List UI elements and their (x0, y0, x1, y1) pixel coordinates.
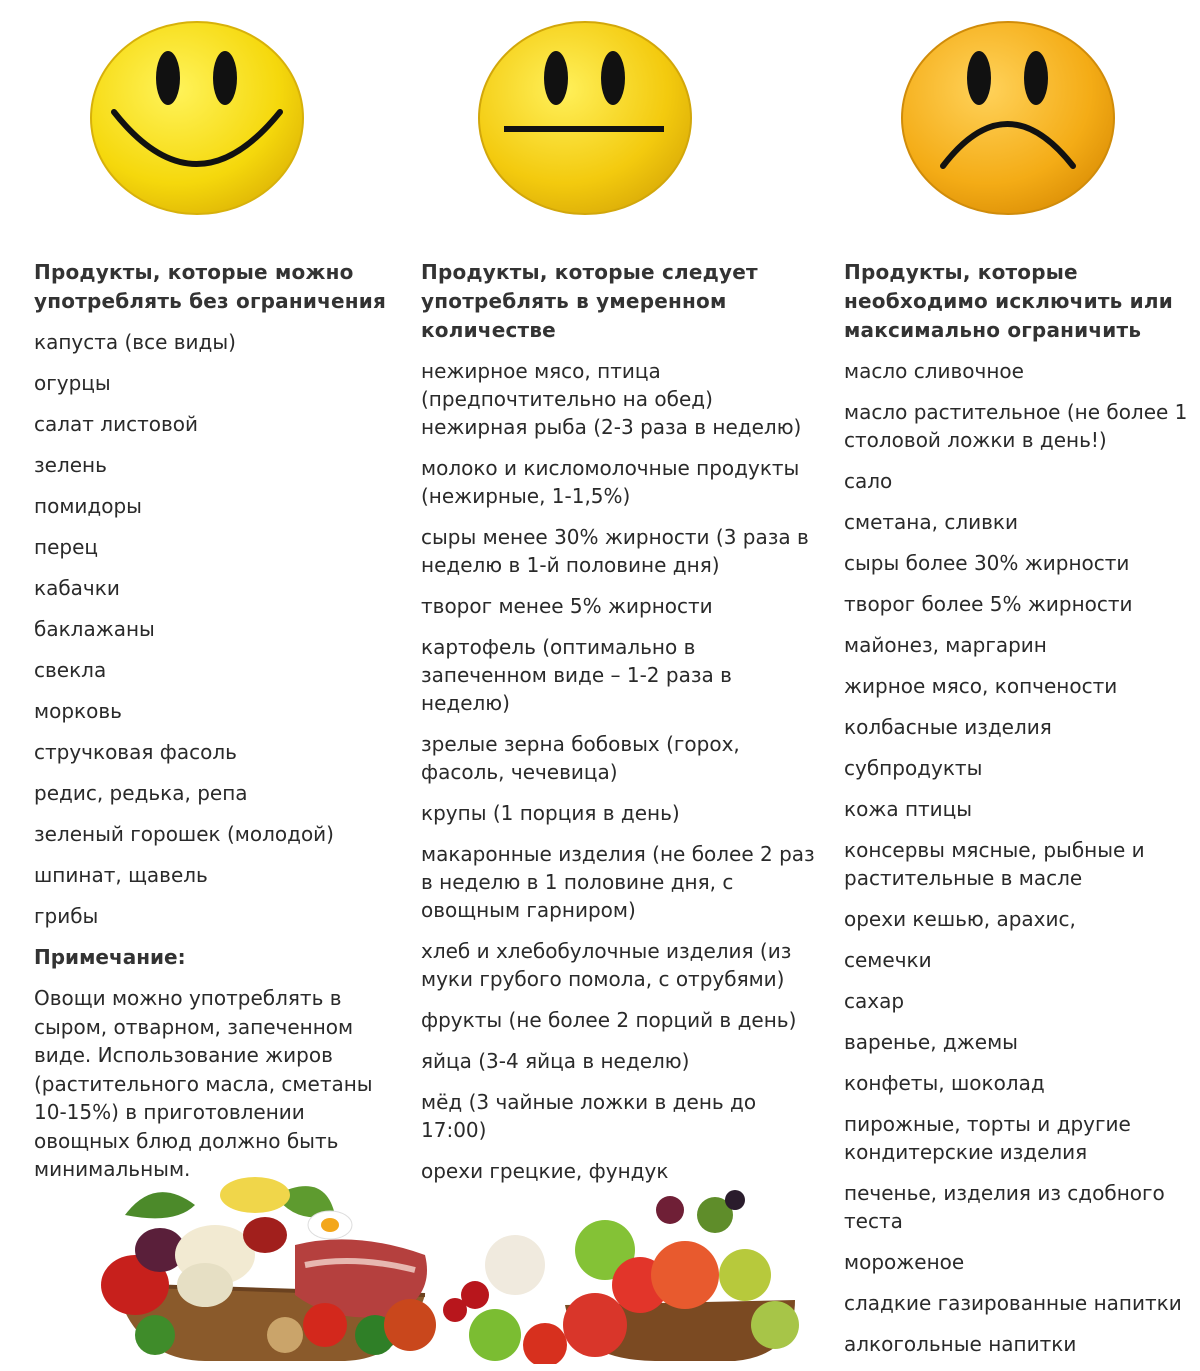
list-item: помидоры (34, 494, 142, 518)
column-heading: Продукты, которые следует употреблять в умеренном количестве (421, 260, 758, 342)
list-item: конфеты, шоколад (844, 1071, 1045, 1095)
list-item: шпинат, щавель (34, 863, 208, 887)
list-item: баклажаны (34, 617, 155, 641)
list-item: салат листовой (34, 412, 198, 436)
list-item: макаронные изделия (не более 2 раз в неделю в 1 половине дня, с овощным гарниром) (421, 842, 815, 922)
list-item: морковь (34, 699, 122, 723)
list-item: крупы (1 порция в день) (421, 801, 680, 825)
list (421, 357, 821, 1185)
list-item: зрелые зерна бобовых (горох, фасоль, чечевица) (421, 732, 740, 784)
list-item: жирное мясо, копчености (844, 674, 1118, 698)
list-item: мёд (3 чайные ложки в день до 17:00) (421, 1090, 757, 1142)
list-item: масло сливочное (844, 359, 1024, 383)
list-item: сахар (844, 989, 905, 1013)
list-item: хлеб и хлебобулочные изделия (из муки грубого помола, с отрубями) (421, 939, 792, 991)
list-item: свекла (34, 658, 107, 682)
list-item: творог более 5% жирности (844, 592, 1133, 616)
list-item: зеленый горошек (молодой) (34, 822, 334, 846)
list-item: стручковая фасоль (34, 740, 237, 764)
list-item: мороженое (844, 1250, 965, 1274)
column-exclude (844, 258, 1190, 1371)
list-item: сыры более 30% жирности (844, 551, 1130, 575)
list-item: яйца (3-4 яйца в неделю) (421, 1049, 690, 1073)
happy-face-icon (88, 20, 310, 220)
list-item: майонез, маргарин (844, 633, 1047, 657)
list-item: варенье, джемы (844, 1030, 1018, 1054)
column-heading: Продукты, которые необходимо исключить или максимально ограничить (844, 260, 1173, 342)
neutral-face-icon (476, 20, 698, 220)
list-item: сладкие газированные напитки (844, 1291, 1182, 1315)
list-item: пирожные, торты и другие кондитерские изделия (844, 1112, 1131, 1164)
list-item: сыры менее 30% жирности (3 раза в неделю в 1-й половине дня) (421, 525, 809, 577)
list (34, 328, 394, 930)
list (844, 357, 1190, 1358)
list-item: сало (844, 469, 893, 493)
list-item: семечки (844, 948, 932, 972)
column-moderate (421, 258, 821, 1198)
list-item: субпродукты (844, 756, 983, 780)
list-item: перец (34, 535, 98, 559)
sad-face-icon (899, 20, 1121, 220)
food-illustration (95, 1175, 825, 1364)
list-item: творог менее 5% жирности (421, 594, 713, 618)
list-item: кожа птицы (844, 797, 973, 821)
list-item: сметана, сливки (844, 510, 1018, 534)
list-item: капуста (все виды) (34, 330, 236, 354)
list-item: грибы (34, 904, 99, 928)
list-item: алкогольные напитки (844, 1332, 1077, 1356)
list-item: консервы мясные, рыбные и растительные в масле (844, 838, 1145, 890)
column-unlimited (34, 258, 394, 1184)
list-item: кабачки (34, 576, 120, 600)
list-item: молоко и кисломолочные продукты (нежирные, 1-1,5%) (421, 456, 800, 508)
list-item: колбасные изделия (844, 715, 1052, 739)
list-item: огурцы (34, 371, 111, 395)
list-item: редис, редька, репа (34, 781, 248, 805)
list-item: орехи кешью, арахис, (844, 907, 1076, 931)
note-title: Примечание: (34, 945, 186, 969)
list-item: орехи грецкие, фундук (421, 1159, 669, 1183)
list-item: печенье, изделия из сдобного теста (844, 1181, 1165, 1233)
list-item: картофель (оптимально в запеченном виде – 1-2 раза в неделю) (421, 635, 732, 715)
list-item: зелень (34, 453, 107, 477)
list-item: фрукты (не более 2 порций в день) (421, 1008, 797, 1032)
list-item: нежирное мясо, птица (предпочтительно на обед) нежирная рыба (2-3 раза в неделю) (421, 359, 802, 439)
list-item: масло растительное (не более 1 столовой ложки в день!) (844, 400, 1188, 452)
note-text: Овощи можно употреблять в сыром, отварном, запеченном виде. Использование жиров (растительного масла, сметаны 10-15%) в приготовлении овощных блюд должно быть минимальным. (34, 986, 373, 1181)
column-heading: Продукты, которые можно употреблять без ограничения (34, 260, 387, 313)
